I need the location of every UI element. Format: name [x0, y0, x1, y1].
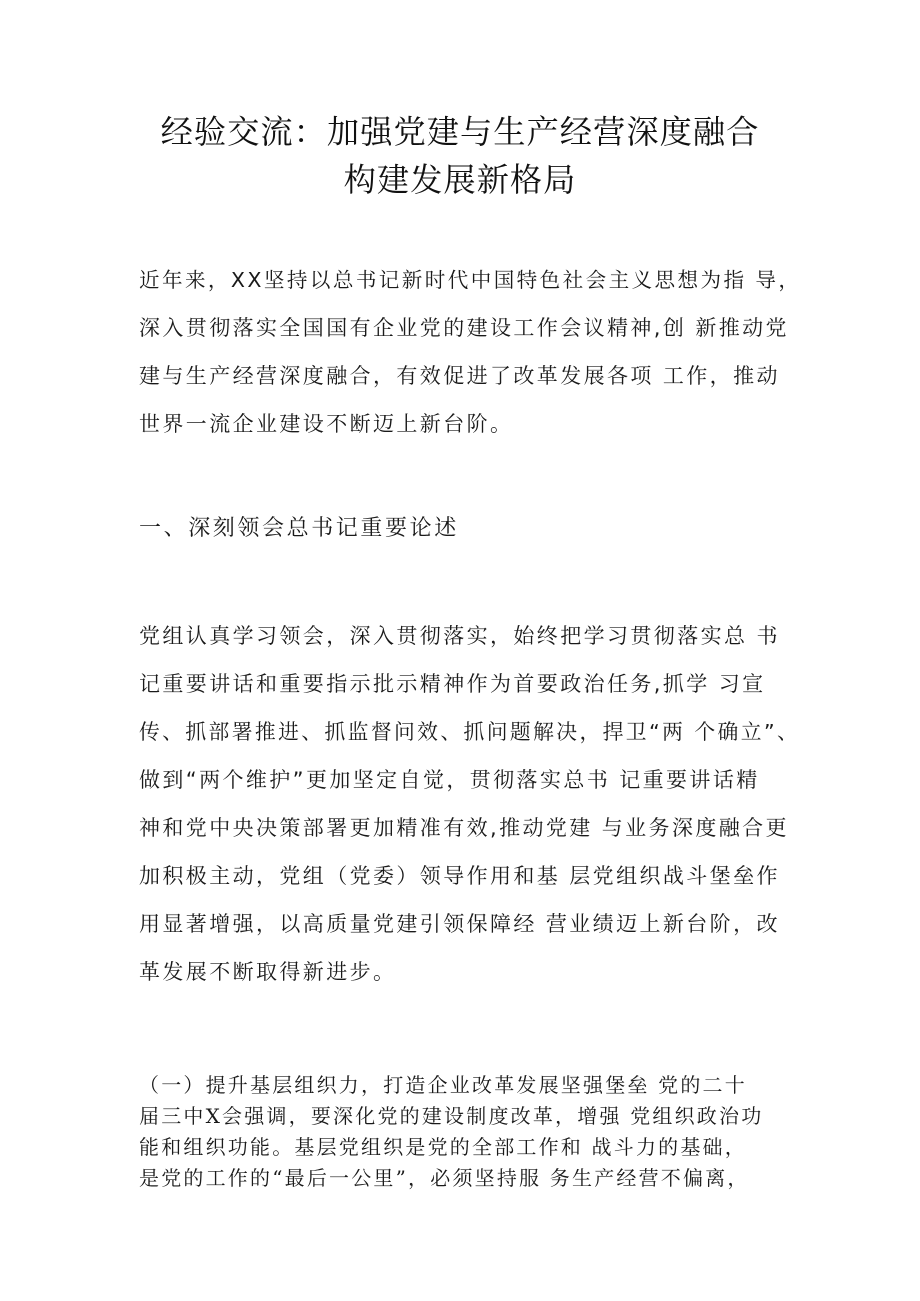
intro-line-3: 建与生产经营深度融合，有效促进了改革发展各项 工作，推动	[139, 364, 780, 388]
section-1-line-3: 传、抓部署推进、抓监督问效、抓问题解决，捍卫“两 个确立”、	[139, 720, 801, 744]
section-1-line-2: 记重要讲话和重要指示批示精神作为首要政治任务,抓学 习宣	[139, 672, 766, 696]
subsection-1-line-4: 是党的工作的“最后一公里”，必须坚持服 务生产经营不偏离，	[139, 1166, 750, 1190]
section-1-line-5: 神和党中央决策部署更加精准有效,推动党建 与业务深度融合更	[139, 816, 789, 840]
section-1-line-8: 革发展不断取得新进步。	[139, 960, 397, 984]
document-title-line-1: 经验交流：加强党建与生产经营深度融合	[160, 113, 760, 151]
subsection-1-line-3: 能和组织功能。基层党组织是党的全部工作和 战斗力的基础，	[139, 1135, 747, 1159]
section-1-line-7: 用显著增强，以高质量党建引领保障经 营业绩迈上新台阶，改	[139, 912, 780, 936]
section-1-heading: 一、深刻领会总书记重要论述	[139, 516, 459, 541]
intro-line-1: 近年来，XX坚持以总书记新时代中国特色社会主义思想为指 导，	[139, 268, 802, 292]
subsection-1-line-2: 届三中X会强调，要深化党的建设制度改革，增强 党组织政治功	[139, 1104, 764, 1128]
intro-line-2: 深入贯彻落实全国国有企业党的建设工作会议精神,创 新推动党	[139, 316, 789, 340]
section-1-line-1: 党组认真学习领会，深入贯彻落实，始终把学习贯彻落实总 书	[139, 624, 780, 648]
section-1-line-4: 做到“两个维护”更加坚定自觉，贯彻落实总书 记重要讲话精	[139, 768, 760, 792]
section-1-line-6: 加积极主动，党组（党委）领导作用和基 层党组织战斗堡垒作	[139, 864, 780, 888]
intro-line-4: 世界一流企业建设不断迈上新台阶。	[139, 412, 514, 436]
document-title-line-2: 构建发展新格局	[343, 161, 577, 199]
subsection-1-line-1: （一）提升基层组织力，打造企业改革发展坚强堡垒 党的二十	[139, 1073, 747, 1097]
